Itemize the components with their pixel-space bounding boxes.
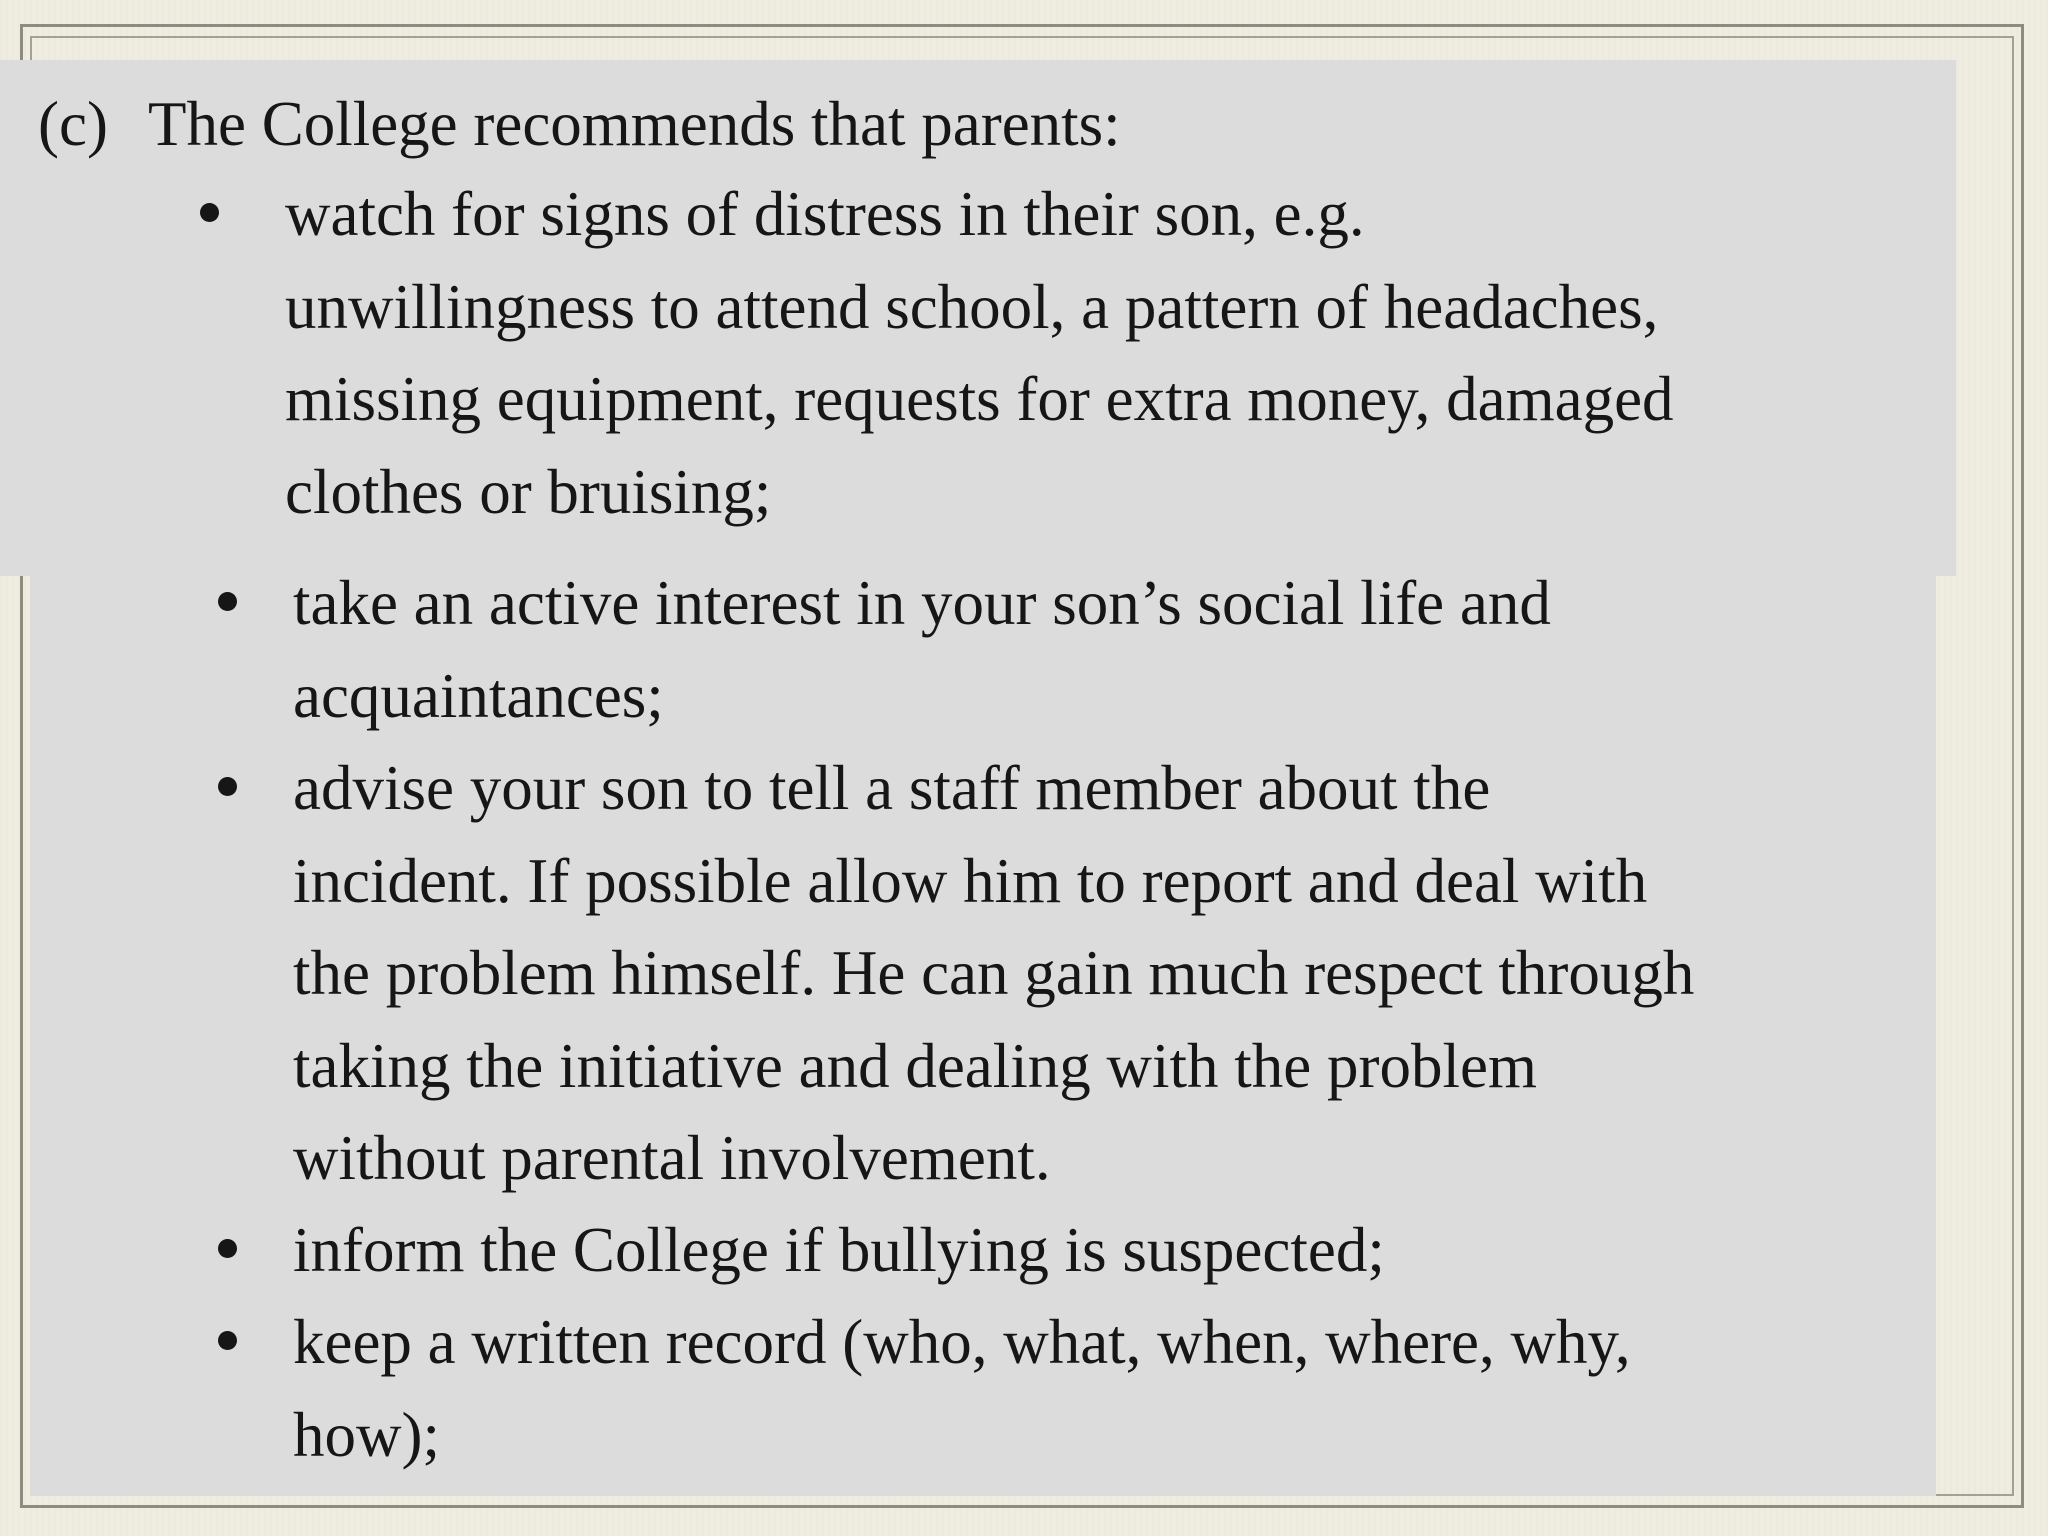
section-heading (38, 86, 1121, 162)
list-item: keep a written record (who, what, when, where, why, how); (293, 1307, 1631, 1470)
bullet-icon (218, 1239, 237, 1258)
list-item: watch for signs of distress in their son, e.g. unwillingness to attend school, a pattern of headaches, missing equipment, requests for extra money, damaged clothes or bruising; (285, 179, 1674, 527)
section-title: The College recommends that parents: (148, 89, 1121, 159)
bullet-icon (200, 203, 219, 222)
bullet-icon (218, 777, 237, 796)
bullet-icon (218, 1331, 237, 1350)
section-marker: (c) (38, 89, 108, 159)
list-item: take an active interest in your son’s social life and acquaintances; (293, 568, 1551, 731)
list-item: advise your son to tell a staff member about the incident. If possible allow him to report and deal with the problem himself. He can gain much respect through taking the initiative and dealing with the problem without parental involvement. (293, 753, 1695, 1193)
list-item: inform the College if bullying is suspected; (293, 1215, 1385, 1285)
bullet-icon (218, 592, 237, 611)
